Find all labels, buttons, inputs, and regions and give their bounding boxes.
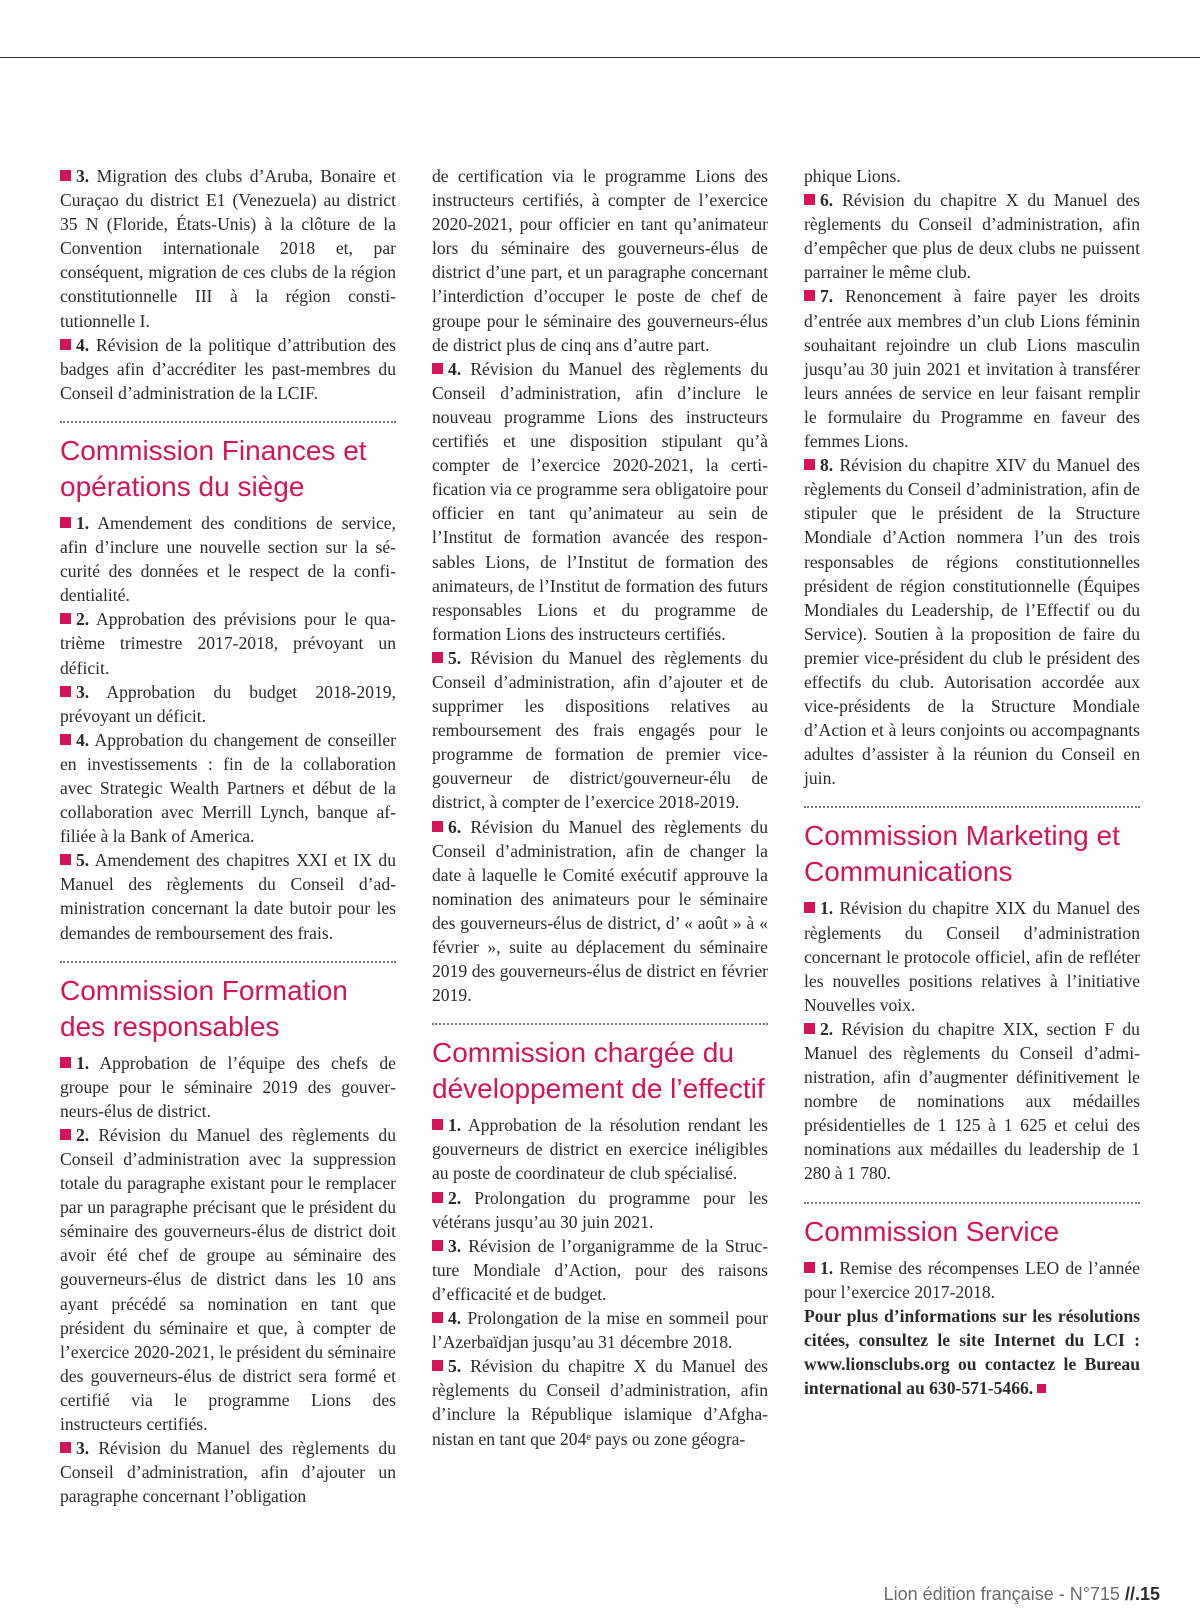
- item-number: 8.: [820, 455, 834, 476]
- section-heading: Commission Formation des responsables: [60, 974, 348, 1042]
- item-text: Amendement des conditions de service, afin d’inclure une nouvelle section sur la sécurité des données et le respect de la confidentialité.: [60, 512, 396, 606]
- end-square-icon: [1037, 1384, 1046, 1393]
- resolution-item: [804, 188, 1140, 284]
- square-bullet-icon: [432, 1360, 443, 1371]
- item-text: Approbation du changement de conseiller en investissements : fin de la collaboration avec Strategic Wealth Partners et début de la collaboration avec Merrill Lynch, banque affiliée à la Bank of America.: [60, 729, 396, 847]
- square-bullet-icon: [432, 652, 443, 663]
- resolution-item: [804, 896, 1140, 1016]
- item-text: Approbation de la résolution rendant les gouverneurs de district en exercice inéligibles au poste de coordinateur de club spécialisé.: [432, 1115, 768, 1184]
- item-text: Approbation des prévisions pour le quatrième trimestre 2017-2018, prévoyant un déficit.: [60, 609, 396, 678]
- resolution-item: [60, 1051, 396, 1123]
- item-number: 1.: [76, 1052, 90, 1073]
- resolution-item: [432, 1234, 768, 1306]
- square-bullet-icon: [804, 1262, 815, 1273]
- item-number: 3.: [448, 1235, 462, 1256]
- item-number: 3.: [76, 1438, 90, 1459]
- item-number: 2.: [820, 1018, 834, 1039]
- square-bullet-icon: [432, 1312, 443, 1323]
- resolution-item: [60, 1436, 396, 1508]
- item-number: 5.: [448, 1356, 462, 1377]
- square-bullet-icon: [804, 459, 815, 470]
- more-info-text: Pour plus d’informations sur les résolutions citées, consultez le site Internet du LCI : www.lionsclubs.org ou contactez le Bureau international au 630-571-5466.: [804, 1305, 1140, 1398]
- resolution-item: [60, 848, 396, 944]
- section-divider: [432, 1023, 768, 1025]
- square-bullet-icon: [804, 902, 815, 913]
- item-text: Remise des récompenses LEO de l’année pour l’exercice 2017-2018.: [804, 1257, 1140, 1302]
- item-text: Approbation de l’équipe des chefs de groupe pour le séminaire 2019 des gouverneurs-élus de district.: [60, 1052, 396, 1121]
- square-bullet-icon: [804, 194, 815, 205]
- square-bullet-icon: [60, 854, 71, 865]
- item-text: Révision du chapitre XIX du Manuel des règlements du Conseil d’administration concernant le protocole officiel, afin de refléter les nouvelles positions relatives à l’initiative Nouvelles voix.: [804, 898, 1140, 1015]
- item-text: Révision du Manuel des règlements du Conseil d’administration, afin d’ajouter un paragraphe concernant l’obligation: [60, 1438, 396, 1507]
- item-number: 3.: [76, 166, 90, 186]
- item-text: Amendement des chapitres XXI et IX du Manuel des règlements du Conseil d’administration concernant la date butoir pour les demandes de remboursement des frais.: [60, 850, 396, 943]
- column-2: [432, 164, 768, 1451]
- item-number: 4.: [76, 729, 90, 750]
- item-number: 7.: [820, 286, 834, 307]
- resolution-item: [432, 357, 768, 646]
- square-bullet-icon: [804, 290, 815, 301]
- item-text: Migration des clubs d’Aruba, Bonaire et Curaçao du district E1 (Venezuela) au district 35 N (Floride, États-Unis) à la clôture de la Convention internationale 2018 et, par conséquent, migration de ces clubs de la région constitutionnelle III à la région constitutionnelle I.: [60, 166, 396, 331]
- square-bullet-icon: [432, 821, 443, 832]
- top-rule: [0, 57, 1200, 58]
- column-3: [804, 164, 1140, 1400]
- resolution-item: [432, 646, 768, 815]
- item-text: Révision du Manuel des règlements du Conseil d’administration, afin d’inclure le nouveau programme Lions des instructeurs certifiés et une disposition stipulant qu’à compter de l’exercice 2020-2021, la certification via ce programme sera obligatoire pour officier en tant qu’animateur au sein de l’Institut de formation avancée des responsables Lions, de l’Institut de formation des animateurs, de l’Institut de formation des futurs responsables Lions et du programme de formation Lions des instructeurs certifiés.: [432, 358, 768, 644]
- square-bullet-icon: [60, 1057, 71, 1068]
- item-text: Révision du Manuel des règlements du Conseil d’administration, afin d’ajouter et de supprimer les dispositions relatives au remboursement des frais engagés pour le programme de formation de premier vice-gouverneur de district/gouverneur-élu de district, à compter de l’exercice 2018-2019.: [432, 647, 768, 813]
- resolution-item: [432, 1306, 768, 1354]
- resolution-item: [60, 728, 396, 848]
- square-bullet-icon: [60, 517, 71, 528]
- resolution-item: [60, 1123, 396, 1436]
- resolution-item: [804, 284, 1140, 453]
- item-number: 5.: [76, 850, 90, 871]
- item-number: 1.: [76, 512, 90, 533]
- resolution-item: [60, 333, 396, 405]
- page-footer: [884, 1584, 1160, 1605]
- item-text: Révision du chapitre X du Manuel des règlements du Conseil d’administration, afin d’empêcher que plus de deux clubs ne puissent parrainer le même club.: [804, 190, 1140, 283]
- item-text: Révision du chapitre X du Manuel des règlements du Conseil d’administration, afin d’inclure la République islamique d’Afghanistan en tant que 204ᵉ pays ou zone géogra-: [432, 1356, 768, 1449]
- resolution-item: [432, 815, 768, 1008]
- square-bullet-icon: [432, 1119, 443, 1130]
- resolution-item: [432, 1354, 768, 1450]
- section-divider: [60, 421, 396, 423]
- item-text: Prolongation du programme pour les vétérans jusqu’au 30 juin 2021.: [432, 1187, 768, 1232]
- section-heading: Commission chargée du développement de l’effectif: [432, 1037, 765, 1105]
- item-number: 1.: [448, 1115, 462, 1136]
- column-1: [60, 164, 396, 1508]
- item-text: Révision du Manuel des règlements du Conseil d’administration avec la suppression totale du paragraphe existant pour le remplacer par un paragraphe précisant que le président du séminaire des gouverneurs-élus de district doit avoir été chef de groupe au séminaire des gouverneurs-élus de district dans les 10 ans ayant précédé sa nomination en tant que président du séminaire et que, à compter de l’exercice 2020-2021, le président du séminaire des gouverneurs-élus de district sera formé et certifié via le programme Lions des instructeurs certifiés.: [60, 1124, 396, 1435]
- resolution-item: [60, 164, 396, 333]
- square-bullet-icon: [60, 1442, 71, 1453]
- item-number: 1.: [820, 1257, 834, 1278]
- item-text: Révision du chapitre XIV du Manuel des règlements du Conseil d’administration, afin de stipuler que le président de la Structure Mondiale d’Action nommera l’un des trois responsables de régions constitutionnelles président de région constitutionnelle (Équipes Mondiales du Leadership, de l’Effectif ou du Service). Soutien à la proposition de faire du premier vice-président du club le président des effectifs du club. Autorisation accordée aux vice-présidents de la Structure Mondiale d’Action et à leurs conjoints ou accompagnants adultes d’assister à la réunion du Conseil en juin.: [804, 455, 1140, 789]
- item-number: 4.: [448, 358, 462, 379]
- section-heading: Commission Finances et opérations du siège: [60, 434, 367, 502]
- continued-paragraph: de certification via le programme Lions des instructeurs certifiés, à compter de l’exercice 2020-2021, pour officier en tant qu’animateur lors du séminaire des gouverneurs-élus de district d’une part, et un paragraphe concernant l’interdiction d’occuper le poste de chef de groupe pour le séminaire des gouverneurs-élus de district plus de cinq ans d’autre part.: [432, 166, 768, 355]
- resolution-item: [60, 607, 396, 679]
- square-bullet-icon: [804, 1023, 815, 1034]
- item-text: Révision du chapitre XIX, section F du Manuel des règlements du Conseil d’administration, afin d’augmenter définitivement le nombre de nominations aux médailles présidentielles de 1 125 à 1 625 et celui des nominations aux médailles du leadership de 1 280 à 1 780.: [804, 1018, 1140, 1184]
- footer-publication: Lion édition française - N°715: [883, 1584, 1120, 1604]
- more-info-note: [804, 1304, 1140, 1400]
- section-divider: [804, 1202, 1140, 1204]
- item-number: 5.: [448, 647, 462, 668]
- square-bullet-icon: [60, 339, 71, 350]
- square-bullet-icon: [432, 363, 443, 374]
- section-divider: [60, 961, 396, 963]
- item-number: 4.: [76, 334, 90, 355]
- item-number: 4.: [448, 1308, 462, 1329]
- square-bullet-icon: [60, 170, 71, 181]
- section-divider: [804, 806, 1140, 808]
- item-number: 2.: [76, 1124, 90, 1145]
- item-number: 6.: [820, 190, 834, 211]
- square-bullet-icon: [432, 1240, 443, 1251]
- item-text: Renoncement à faire payer les droits d’entrée aux membres d’un club Lions féminin souhaitant rejoindre un club Lions masculin jusqu’au 30 juin 2021 et invitation à transférer leurs années de service en leur faisant remplir le formulaire du Programme en faveur des femmes Lions.: [804, 286, 1140, 452]
- resolution-item: [60, 680, 396, 728]
- item-text: Révision de l’organigramme de la Structure Mondiale d’Action, pour des raisons d’efficacité et de budget.: [432, 1235, 768, 1304]
- item-number: 2.: [448, 1187, 462, 1208]
- resolution-item: [804, 453, 1140, 790]
- resolution-item: [60, 511, 396, 607]
- item-number: 2.: [76, 609, 90, 630]
- item-number: 6.: [448, 816, 462, 837]
- item-number: 1.: [820, 898, 834, 919]
- square-bullet-icon: [60, 734, 71, 745]
- resolution-item: [804, 1017, 1140, 1186]
- square-bullet-icon: [432, 1192, 443, 1203]
- footer-separator: //: [1124, 1584, 1135, 1604]
- resolution-item: [804, 1256, 1140, 1304]
- item-text: Révision de la politique d’attribution des badges afin d’accréditer les past-membres du Conseil d’administration de la LCIF.: [60, 334, 396, 403]
- square-bullet-icon: [60, 1129, 71, 1140]
- item-text: Prolongation de la mise en sommeil pour l’Azerbaïdjan jusqu’au 31 décembre 2018.: [432, 1308, 768, 1353]
- continued-paragraph: phique Lions.: [804, 166, 901, 186]
- item-text: Révision du Manuel des règlements du Conseil d’administration, afin de changer la date à laquelle le Comité exécutif approuve la nomination des animateurs pour le séminaire des gouverneurs-élus de district, d’ « août » à « février », suite au déplacement du séminaire 2019 des gouverneurs-élus de district en février 2019.: [432, 816, 768, 1006]
- page-number: .15: [1134, 1584, 1160, 1604]
- item-number: 3.: [76, 681, 90, 702]
- section-heading: Commission Service: [804, 1215, 1060, 1247]
- item-text: Approbation du budget 2018-2019, prévoyant un déficit.: [60, 681, 396, 726]
- resolution-item: [432, 1113, 768, 1185]
- square-bullet-icon: [60, 686, 71, 697]
- square-bullet-icon: [60, 613, 71, 624]
- section-heading: Commission Marketing et Communications: [804, 820, 1120, 888]
- resolution-item: [432, 1186, 768, 1234]
